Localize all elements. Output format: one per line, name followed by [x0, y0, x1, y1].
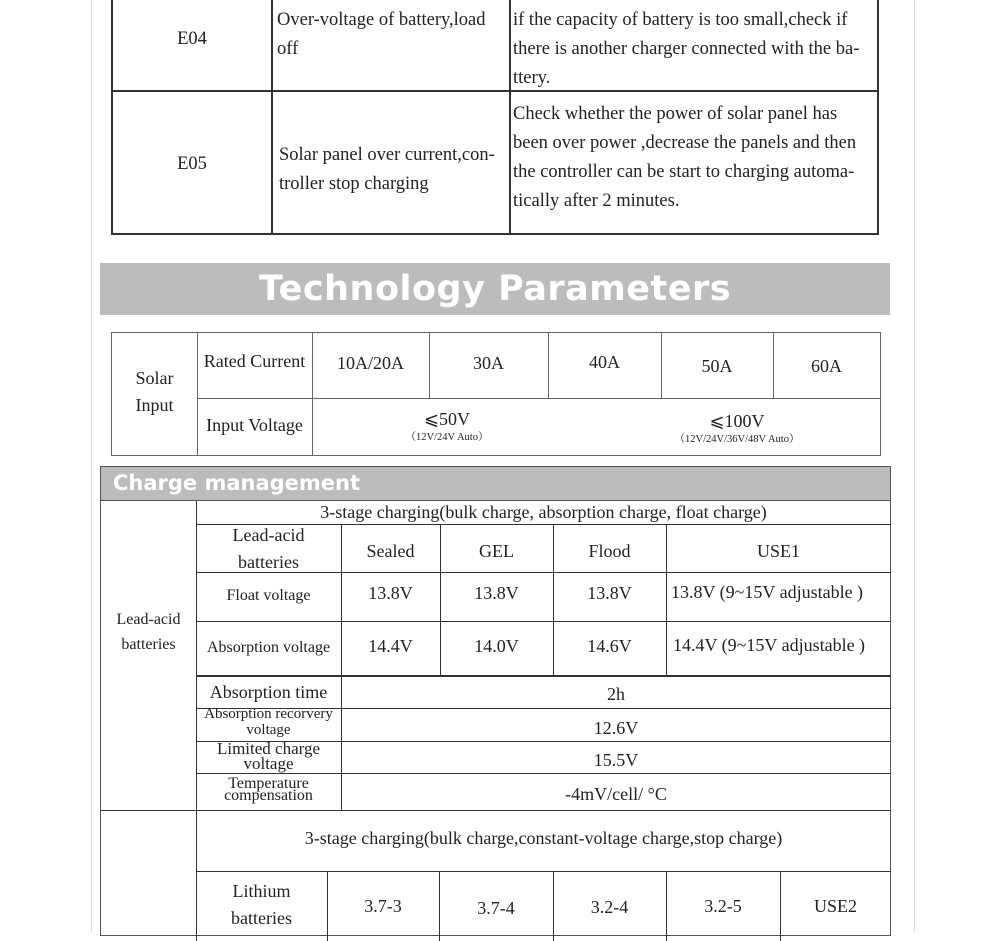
voltage-note: （12V/24V Auto）: [405, 432, 489, 443]
float-value: 13.8V: [368, 583, 413, 603]
current-value: 50A: [701, 356, 733, 376]
voltage-value: ⩽100V: [709, 411, 765, 431]
solar-input-label: Solar Input: [135, 368, 174, 415]
section-title: Technology Parameters: [258, 269, 732, 309]
current-value: 40A: [589, 352, 620, 372]
page-edge-left: [91, 0, 92, 932]
error-solution: if the capacity of battery is too small,check if there is another charger connected with the ba- ttery.: [513, 10, 860, 88]
battery-type-label: Lead-acid batteries: [232, 525, 305, 572]
battery-type: GEL: [479, 541, 514, 561]
input-voltage-label: Input Voltage: [206, 415, 303, 435]
current-value: 30A: [473, 353, 504, 373]
float-value: 13.8V: [474, 583, 519, 603]
section-banner: [100, 263, 890, 315]
recovery-voltage-label: Absorption recorvery voltage: [204, 706, 333, 738]
lithium-type: 3.7-3: [364, 896, 402, 916]
battery-type: Flood: [588, 541, 631, 561]
solar-input-table: [111, 332, 881, 456]
error-description: Solar panel over current,con- troller stop charging: [279, 145, 495, 194]
lithium-type: 3.7-4: [477, 898, 515, 918]
absorption-time-value: 2h: [607, 684, 625, 704]
error-description: Over-voltage of battery,load off: [277, 10, 486, 59]
absorption-value: 14.0V: [474, 636, 519, 656]
lead-acid-group-label: Lead-acid batteries: [116, 611, 181, 653]
absorption-value: 14.6V: [587, 636, 632, 656]
error-code: E05: [177, 154, 207, 174]
lithium-stage-text: 3-stage charging(bulk charge,constant-voltage charge,stop charge): [304, 828, 783, 848]
float-voltage-label: Float voltage: [226, 587, 311, 604]
battery-type: Sealed: [366, 541, 415, 561]
limited-charge-label: Limited charge voltage: [216, 739, 321, 773]
absorption-value: 14.4V (9~15V adjustable ): [673, 635, 866, 655]
charge-management-table: [100, 466, 891, 936]
error-solution: Check whether the power of solar panel has been over power ,decrease the panels and then the controller can be start to charging automa- tically after 2 minutes.: [513, 104, 857, 211]
charge-header: [101, 467, 890, 501]
lithium-type: 3.2-5: [704, 896, 742, 916]
lithium-type: 3.2-4: [590, 897, 629, 917]
absorption-time-label: Absorption time: [209, 682, 328, 702]
battery-type: USE1: [756, 541, 800, 561]
lithium-label: Lithium batteries: [231, 881, 292, 928]
voltage-note: （12V/24V/36V/48V Auto）: [674, 434, 800, 445]
voltage-value: ⩽50V: [423, 409, 471, 429]
page-edge-right: [914, 0, 915, 932]
absorption-value: 14.4V: [368, 636, 413, 656]
error-code: E04: [177, 29, 207, 49]
limited-charge-value: 15.5V: [593, 750, 639, 770]
float-value: 13.8V (9~15V adjustable ): [671, 582, 864, 602]
table-row: [113, 0, 877, 92]
float-value: 13.8V: [587, 583, 632, 603]
temperature-label: Temperature compensation: [224, 775, 313, 804]
current-value: 60A: [811, 356, 842, 376]
lithium-type: USE2: [813, 896, 857, 916]
absorption-voltage-label: Absorption voltage: [206, 639, 331, 656]
rated-current-label: Rated Current: [203, 351, 306, 371]
error-code-table: [111, 0, 879, 235]
lead-stage-text: 3-stage charging(bulk charge, absorption charge, float charge): [320, 502, 767, 522]
charge-title: Charge management: [113, 471, 361, 495]
current-value: 10A/20A: [337, 353, 404, 373]
table-row: [113, 92, 877, 233]
temperature-value: -4mV/cell/ °C: [565, 784, 667, 804]
recovery-voltage-value: 12.6V: [593, 718, 639, 738]
